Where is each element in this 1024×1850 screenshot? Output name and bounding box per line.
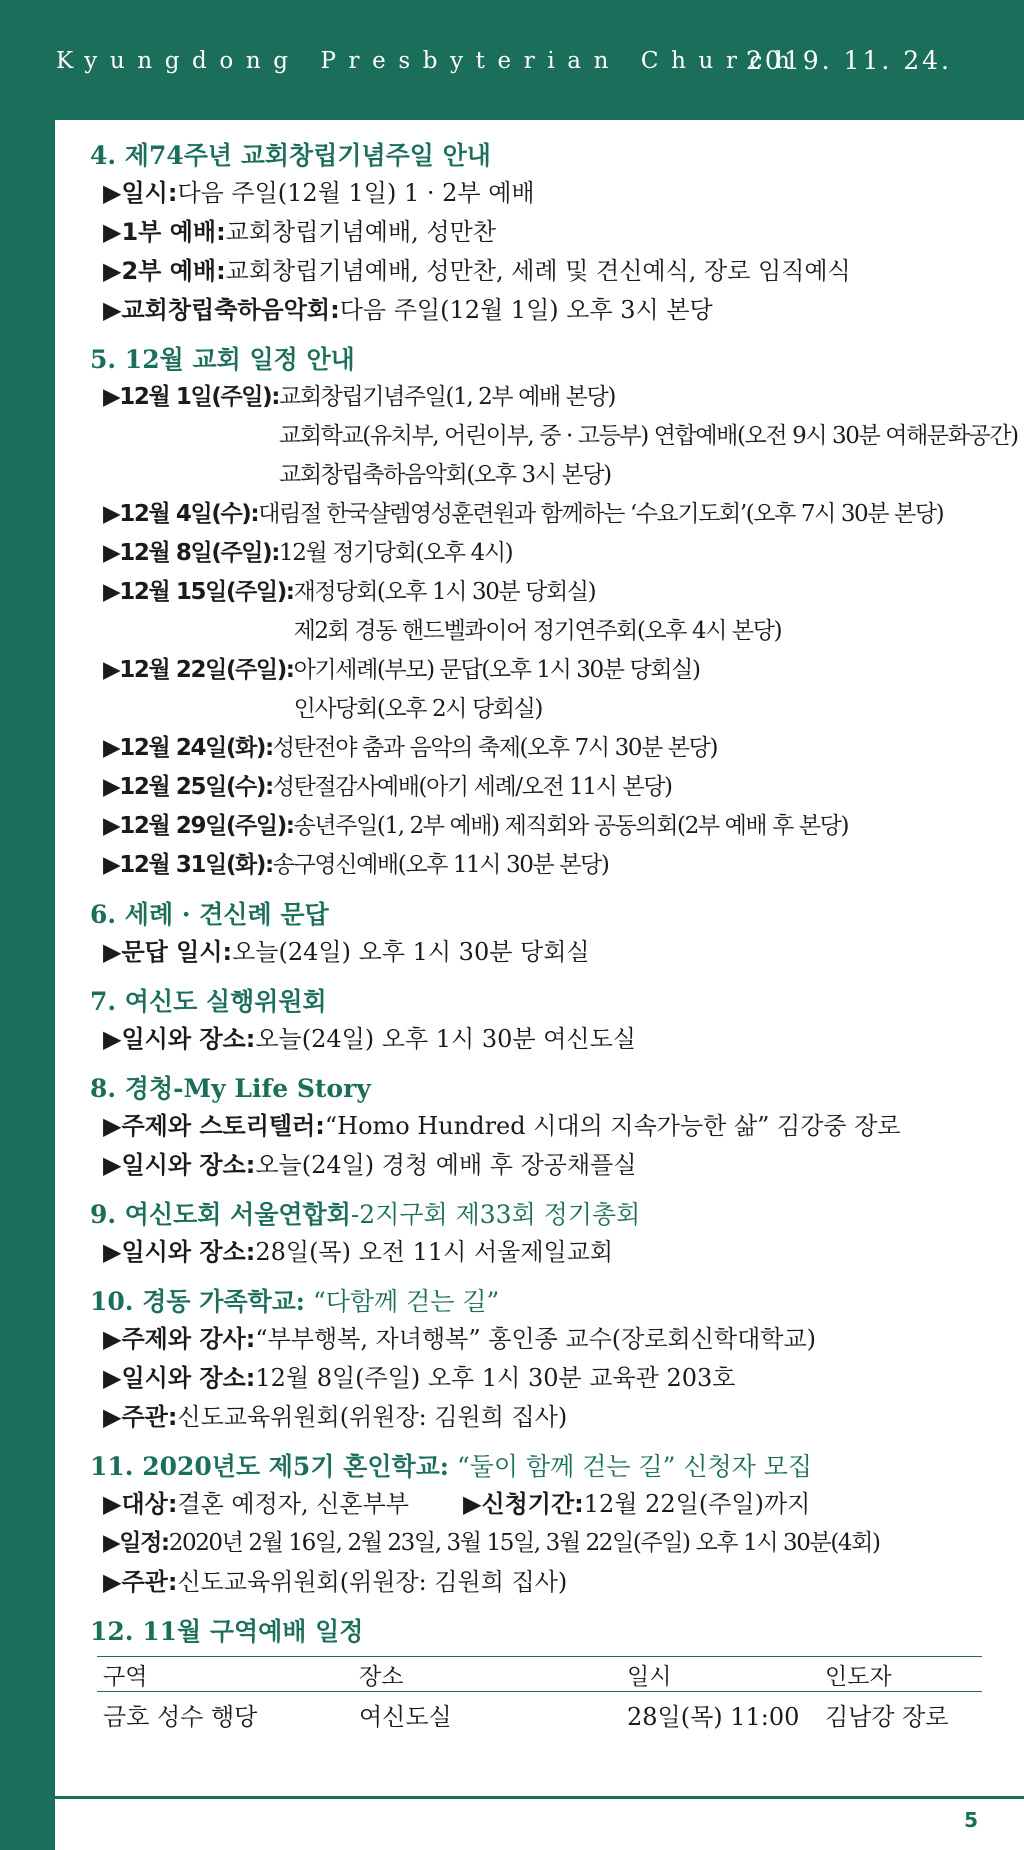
announcements [90, 138, 1018, 1748]
item-label: ▶12월 25일(수): [103, 774, 273, 800]
item-label: ▶문답 일시: [103, 938, 233, 966]
column-header: 일시 [621, 1657, 819, 1692]
schedule-item [90, 495, 1000, 534]
table-row [97, 1692, 982, 1737]
page-number: 5 [964, 1808, 978, 1832]
list-item [90, 1398, 1000, 1437]
table-header-row [97, 1657, 982, 1692]
heading-title: 9. 여신도회 서울연합회 [90, 1200, 351, 1229]
section-heading: 7. 여신도 실행위원회 [90, 987, 327, 1016]
item-label: ▶12월 4일(수): [103, 501, 259, 527]
church-name: Kyungdong Presbyterian Church [56, 48, 803, 74]
section-heading: 12. 11월 구역예배 일정 [90, 1617, 364, 1646]
list-item [90, 252, 1000, 291]
section-4 [90, 138, 1000, 330]
list-item [90, 1359, 1000, 1398]
list-item [90, 1020, 1000, 1059]
list-item [90, 1320, 1000, 1359]
schedule-item [90, 573, 1000, 651]
table-cell: 28일(목) 11:00 [627, 1702, 800, 1731]
column-header: 장소 [353, 1657, 621, 1692]
item-label: ▶12월 15일(주일): [103, 579, 294, 605]
item-text: 교회창립기념예배, 성만찬 [225, 218, 496, 246]
item-label: ▶12월 22일(주일): [103, 657, 294, 683]
item-text: 12월 22일(주일)까지 [583, 1490, 811, 1518]
item-text: 신도교육위원회(위원장: 김원희 집사) [177, 1568, 568, 1596]
table-cell: 금호 성수 행당 [103, 1702, 258, 1731]
section-heading [90, 1197, 1000, 1233]
bulletin-date: 2019. 11. 24. [746, 46, 952, 75]
item-text: 교회학교(유치부, 어린이부, 중 · 고등부) 연합예배(오전 9시 30분 여해문화공간) [279, 423, 1018, 449]
section-heading: 5. 12월 교회 일정 안내 [90, 345, 355, 374]
schedule-item [90, 807, 1000, 846]
section-heading: 6. 세례 · 견신례 문답 [90, 900, 329, 929]
item-text: 성탄절감사예배(아기 세례/오전 11시 본당) [272, 774, 672, 800]
list-item [90, 933, 1000, 972]
list-item [90, 213, 1000, 252]
heading-subtitle: “다함께 걷는 길” [305, 1287, 500, 1316]
item-text: 대림절 한국샬렘영성훈련원과 함께하는 ‘수요기도회’(오후 7시 30분 본당) [258, 501, 944, 527]
item-text: 교회창립축하음악회(오후 3시 본당) [279, 462, 611, 488]
table-cell: 여신도실 [359, 1702, 452, 1731]
item-text: 결혼 예정자, 신혼부부 [177, 1490, 409, 1518]
item-text: 오늘(24일) 오후 1시 30분 당회실 [232, 938, 590, 966]
item-text: 제2회 경동 핸드벨콰이어 정기연주회(오후 4시 본당) [293, 618, 782, 644]
item-label: ▶주관: [103, 1568, 178, 1596]
item-label: ▶일시: [103, 179, 178, 207]
section-10 [90, 1284, 1000, 1437]
column-header: 인도자 [819, 1657, 982, 1692]
section-9 [90, 1197, 1000, 1272]
district-schedule-table [97, 1656, 982, 1736]
list-item [90, 174, 1000, 213]
item-label: ▶일시와 장소: [103, 1025, 256, 1053]
heading-subtitle: -2지구회 제33회 정기총회 [350, 1200, 641, 1229]
schedule-item [90, 768, 1000, 807]
section-heading: 4. 제74주년 교회창립기념주일 안내 [90, 141, 491, 170]
item-label: ▶주관: [103, 1403, 178, 1431]
item-label: ▶12월 31일(화): [103, 852, 273, 878]
heading-title: 10. 경동 가족학교: [90, 1287, 306, 1316]
item-text: 다음 주일(12월 1일) 1 · 2부 예배 [177, 179, 535, 207]
footer-divider [55, 1796, 1024, 1799]
item-label: ▶신청기간: [462, 1490, 584, 1518]
header-band [0, 0, 1024, 120]
item-label: ▶12월 8일(주일): [103, 540, 279, 566]
item-label: ▶12월 29일(주일): [103, 813, 294, 839]
item-label: ▶2부 예배: [103, 257, 226, 285]
item-text: 아기세례(부모) 문답(오후 1시 30분 당회실) [293, 657, 700, 683]
bulletin-page [55, 120, 1024, 1850]
schedule-item [90, 846, 1000, 885]
item-text: 12월 정기당회(오후 4시) [279, 540, 513, 566]
item-text: 오늘(24일) 경청 예배 후 장공채플실 [255, 1151, 637, 1179]
list-item [90, 1233, 1000, 1272]
section-8 [90, 1071, 1000, 1185]
schedule-item [90, 378, 1018, 495]
item-label: ▶주제와 강사: [103, 1325, 256, 1353]
list-item [90, 1146, 1000, 1185]
table-cell: 김남강 장로 [825, 1702, 949, 1731]
schedule-item [90, 651, 1000, 729]
list-item [90, 1485, 1000, 1524]
item-label: ▶교회창립축하음악회: [103, 296, 340, 324]
section-11 [90, 1449, 1000, 1602]
item-text: 오늘(24일) 오후 1시 30분 여신도실 [255, 1025, 636, 1053]
section-heading [90, 1284, 1000, 1320]
list-item [90, 1524, 1000, 1563]
schedule-item [90, 729, 1000, 768]
heading-subtitle: “둘이 함께 걷는 길” 신청자 모집 [449, 1452, 813, 1481]
item-label: ▶12월 24일(화): [103, 735, 273, 761]
item-text: “부부행복, 자녀행복” 홍인종 교수(장로회신학대학교) [255, 1325, 816, 1353]
list-item [90, 1563, 1000, 1602]
item-label: ▶일시와 장소: [103, 1238, 256, 1266]
item-text: 신도교육위원회(위원장: 김원희 집사) [177, 1403, 568, 1431]
item-text: 재정당회(오후 1시 30분 당회실) [293, 579, 596, 605]
item-label: ▶일시와 장소: [103, 1364, 256, 1392]
column-header: 구역 [97, 1657, 353, 1692]
item-label: ▶주제와 스토리텔러: [103, 1112, 325, 1140]
item-label: ▶12월 1일(주일): [103, 384, 279, 410]
item-label: ▶1부 예배: [103, 218, 226, 246]
item-text: 송년주일(1, 2부 예배) 제직회와 공동의회(2부 예배 후 본당) [293, 813, 849, 839]
item-text: 12월 8일(주일) 오후 1시 30분 교육관 203호 [255, 1364, 736, 1392]
item-label: ▶일시와 장소: [103, 1151, 256, 1179]
section-heading: 8. 경청-My Life Story [90, 1074, 371, 1103]
heading-title: 11. 2020년도 제5기 혼인학교: [90, 1452, 450, 1481]
list-item [90, 291, 1000, 330]
item-text: 다음 주일(12월 1일) 오후 3시 본당 [339, 296, 713, 324]
section-6 [90, 897, 1000, 972]
item-text: 송구영신예배(오후 11시 30분 본당) [272, 852, 609, 878]
item-text: “Homo Hundred 시대의 지속가능한 삶” 김강중 장로 [324, 1112, 901, 1140]
item-text: 28일(목) 오전 11시 서울제일교회 [255, 1238, 614, 1266]
item-label: ▶일정: [103, 1530, 169, 1556]
section-12 [90, 1614, 1000, 1736]
section-5 [90, 342, 1018, 885]
schedule-item [90, 534, 1000, 573]
item-label: ▶대상: [103, 1490, 178, 1518]
list-item [90, 1107, 1000, 1146]
section-7 [90, 984, 1000, 1059]
item-text: 성탄전야 춤과 음악의 축제(오후 7시 30분 본당) [272, 735, 718, 761]
item-text: 교회창립기념주일(1, 2부 예배 본당) [279, 384, 615, 410]
item-text: 2020년 2월 16일, 2월 23일, 3월 15일, 3월 22일(주일) 오후 1시 30분(4회) [168, 1530, 880, 1556]
item-text: 교회창립기념예배, 성만찬, 세례 및 견신예식, 장로 임직예식 [225, 257, 851, 285]
item-text: 인사당회(오후 2시 당회실) [293, 696, 542, 722]
section-heading [90, 1449, 1000, 1485]
